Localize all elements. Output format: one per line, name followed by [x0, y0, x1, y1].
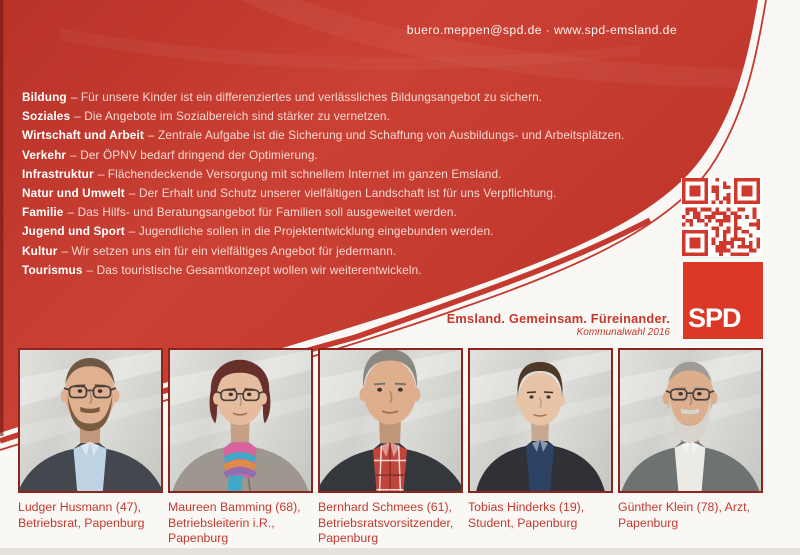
- caption-line: Maureen Bamming (68),: [168, 500, 301, 514]
- policy-list: [22, 88, 624, 280]
- candidate-photo: [318, 348, 463, 493]
- caption-line: Papenburg: [168, 531, 229, 546]
- contact-line: buero.meppen@spd.de · www.spd-emsland.de: [406, 23, 677, 37]
- policy-topic: Soziales: [22, 109, 71, 124]
- candidate-card: [618, 348, 763, 530]
- policy-desc: – Die Angebote im Sozialbereich sind stärker zu vernetzen.: [74, 109, 390, 124]
- candidate-card: [318, 348, 463, 546]
- policy-desc: – Zentrale Aufgabe ist die Sicherung und Schaffung von Ausbildungs- und Arbeitsplätzen.: [147, 128, 625, 143]
- policy-item: [22, 261, 624, 280]
- caption-line: Ludger Husmann (47),: [18, 500, 142, 514]
- caption-line: Betriebsleiterin i.R.,: [168, 515, 275, 530]
- caption-line: Bernhard Schmees (61),: [318, 500, 452, 514]
- policy-item: [22, 146, 624, 165]
- policy-topic: Wirtschaft und Arbeit: [22, 128, 144, 143]
- caption-line: Papenburg: [318, 531, 379, 546]
- candidate-caption: [468, 500, 628, 531]
- caption-line: Betriebsratsvorsitzender,: [318, 515, 454, 530]
- policy-item: [22, 184, 624, 203]
- qr-code-pattern: [681, 178, 761, 256]
- policy-desc: – Jugendliche sollen in die Projektentwicklung eingebunden werden.: [128, 224, 494, 239]
- slogan-block: [447, 311, 670, 338]
- caption-line: Günther Klein (78), Arzt,: [618, 500, 750, 514]
- caption-line: Betriebsrat, Papenburg: [18, 515, 145, 530]
- policy-topic: Tourismus: [22, 262, 83, 277]
- candidate-card: [18, 348, 163, 530]
- candidate-card: [168, 348, 313, 546]
- policy-item: [22, 88, 624, 107]
- scan-shadow-bottom: [0, 548, 800, 555]
- candidate-caption: [18, 500, 178, 531]
- portrait-illustration: [620, 350, 761, 491]
- candidate-photo: [468, 348, 613, 493]
- policy-desc: – Der ÖPNV bedarf dringend der Optimierung.: [70, 147, 318, 162]
- candidate-photo: [168, 348, 313, 493]
- policy-desc: – Der Erhalt und Schutz unserer vielfältigen Landschaft ist für uns Verpflichtung.: [128, 185, 557, 200]
- candidate-caption: [168, 500, 328, 547]
- caption-line: Tobias Hinderks (19),: [468, 500, 585, 514]
- policy-desc: – Das touristische Gesamtkonzept wollen wir weiterentwickeln.: [86, 262, 422, 277]
- policy-item: [22, 165, 624, 184]
- policy-topic: Bildung: [22, 90, 67, 104]
- candidate-card: [468, 348, 613, 530]
- candidate-photo: [618, 348, 763, 493]
- policy-desc: – Für unsere Kinder ist ein differenziertes und verlässliches Bildungsangebot zu sichern.: [70, 90, 543, 104]
- policy-desc: – Wir setzen uns ein für ein vielfältiges Angebot für jedermann.: [61, 243, 397, 258]
- policy-item: [22, 126, 624, 145]
- election-subline: Kommunalwahl 2016: [576, 327, 670, 338]
- policy-desc: – Das Hilfs- und Beratungsangebot für Familien soll ausgeweitet werden.: [67, 205, 457, 220]
- portrait-illustration: [320, 350, 461, 491]
- policy-topic: Jugend und Sport: [22, 224, 125, 239]
- policy-desc: – Flächendeckende Versorgung mit schnellem Internet im ganzen Emsland.: [97, 166, 502, 181]
- policy-topic: Verkehr: [22, 147, 67, 162]
- policy-topic: Kultur: [22, 243, 58, 258]
- portrait-illustration: [170, 350, 311, 491]
- policy-item: [22, 222, 624, 241]
- candidate-photo: [18, 348, 163, 493]
- candidate-caption: [618, 500, 778, 531]
- policy-item: [22, 242, 624, 261]
- policy-topic: Familie: [22, 205, 64, 220]
- policy-topic: Natur und Umwelt: [22, 185, 125, 200]
- portrait-illustration: [470, 350, 611, 491]
- spd-logo-text: SPD: [688, 303, 741, 333]
- policy-topic: Infrastruktur: [22, 166, 94, 181]
- portrait-illustration: [20, 350, 161, 491]
- policy-item: [22, 107, 624, 126]
- slogan: Emsland. Gemeinsam. Füreinander.: [446, 311, 670, 326]
- candidate-caption: [318, 500, 478, 547]
- scan-edge-left: [0, 0, 4, 436]
- policy-item: [22, 203, 624, 222]
- caption-line: Student, Papenburg: [468, 515, 578, 530]
- qr-code: [681, 178, 761, 256]
- spd-logo: [683, 262, 763, 339]
- caption-line: Papenburg: [618, 515, 679, 530]
